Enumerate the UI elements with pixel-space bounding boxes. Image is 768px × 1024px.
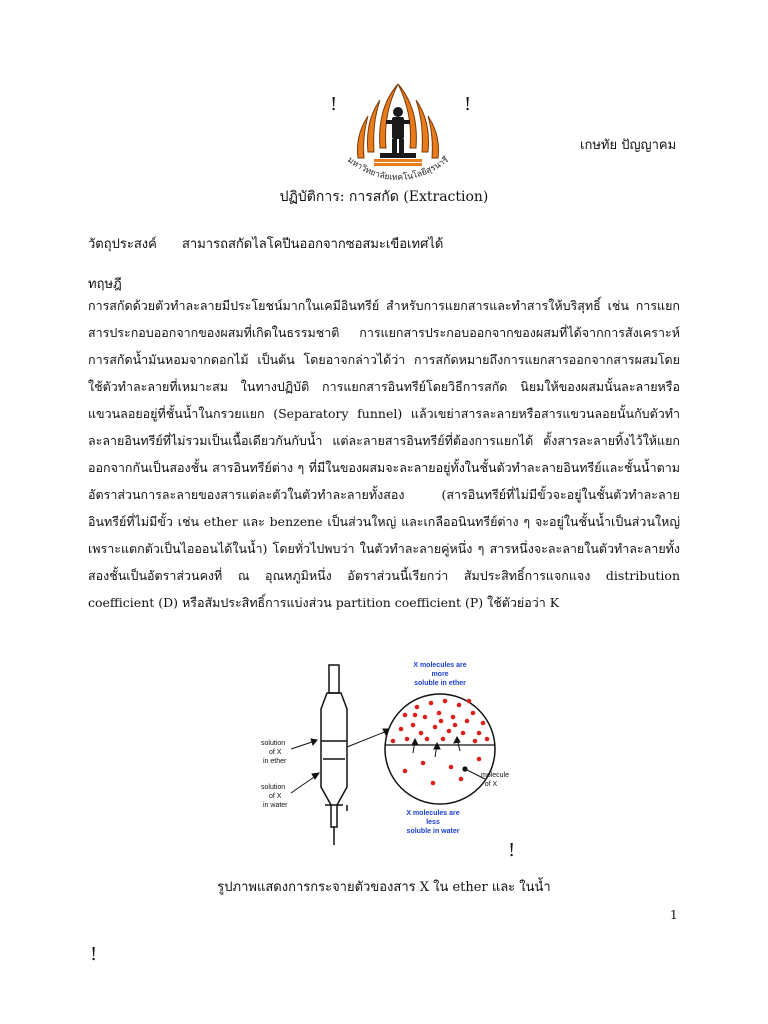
university-logo [328, 78, 468, 186]
molecule-dot [441, 737, 446, 742]
label-top-line-1: X molecules are [413, 662, 467, 669]
molecule-dot [447, 729, 452, 734]
molecule-dot [481, 721, 486, 726]
molecule-dot [415, 705, 420, 710]
label-top-line-2: more [431, 671, 449, 678]
molecule-dot [451, 715, 456, 720]
molecule-dot [403, 713, 408, 718]
molecule-dot [425, 737, 430, 742]
label-bottom-line-1: X molecules are [406, 810, 460, 817]
molecule-dot [405, 737, 410, 742]
molecule-dot [457, 703, 462, 708]
figure-mark: ! [508, 840, 516, 861]
extraction-figure [255, 655, 545, 855]
molecule-dot [431, 781, 436, 786]
molecule-dot [403, 769, 408, 774]
molecule-dot [437, 711, 442, 716]
molecule-dot [485, 737, 490, 742]
label-bottom-line-2: less [426, 819, 440, 826]
label-ether-layer-line-2: of X [269, 749, 282, 756]
molecule-dot [423, 715, 428, 720]
molecule-dot [429, 701, 434, 706]
molecule-dot [473, 739, 478, 744]
footer-mark: ! [90, 944, 98, 965]
molecule-dot [419, 731, 424, 736]
molecule-dot [421, 761, 426, 766]
molecule-dot [477, 757, 482, 762]
molecule-dot [477, 731, 482, 736]
author-name: เกษทัย ปัญญาคม [580, 138, 677, 153]
figure-caption: รูปภาพแสดงการกระจายตัวของสาร X ใน ether และ ในน้ำ [217, 880, 551, 895]
header-mark-right: ! [464, 94, 472, 115]
molecule-dot [465, 719, 470, 724]
label-molecule-line-1: molecule [480, 772, 510, 779]
page-number: 1 [670, 908, 678, 922]
label-bottom-line-3: soluble in water [406, 828, 460, 835]
molecule-dot [413, 713, 418, 718]
molecule-dot [433, 725, 438, 730]
molecule-dot [461, 731, 466, 736]
label-molecule-line-2: of X [484, 781, 498, 788]
molecule-dot [399, 727, 404, 732]
logo-text: มหาวิทยาลัยเทคโนโลยีสุรนารี [345, 155, 451, 184]
label-water-layer-line-2: of X [269, 793, 282, 800]
objective-text: สามารถสกัดไลโคปีนออกจากซอสมะเขือเทศได้ [182, 237, 444, 252]
label-water-layer-line-3: in water [263, 802, 288, 809]
molecule-dot [467, 699, 472, 704]
theory-heading: ทฤษฎี [88, 277, 122, 292]
molecule-dot [411, 723, 416, 728]
molecule-dot [391, 739, 396, 744]
molecule-dot [443, 699, 448, 704]
svg-text:มหาวิทยาลัยเทคโนโลยีสุรนารี [345, 154, 451, 183]
page-title: ปฏิบัติการ: การสกัด (Extraction) [279, 189, 489, 205]
objective-label: วัตถุประสงค์ [88, 237, 157, 252]
theory-paragraph: การสกัดด้วยตัวทำละลายมีประโยชน์มากในเคมีอินทรีย์ สำหรับการแยกสารและทำสารให้บริสุทธิ์ เช่น การแยกสารประกอบออกจากของผสมที่เกิดในธรรมชาติ การแยกสารประกอบออกจากของผสมที่ได้จากการสังเคราะห์ การสกัดน้ำมันหอมจากดอกไม้ เป็นต้น โดยอาจกล่าวได้ว่า การสกัดหมายถึงการแยกสารออกจากสารผสมโดยใช้ตัวทำละลายที่เหมาะสม ในทางปฏิบัติ การแยกสารอินทรีย์โดยวิธีการสกัด นิยมให้ของผสมนั้นละลายหรือแขวนลอยอยู่ที่ชั้นน้ำในกรวยแยก (Separatory funnel) แล้วเขย่าสารละลายหรือสารแขวนลอยนั้นกับตัวทำละลายอินทรีย์ที่ไม่รวมเป็นเนื้อเดียวกันกับน้ำ แต่ละลายสารอินทรีย์ที่ต้องการแยกได้ ตั้งสารละลายทิ้งไว้ให้แยกออกจากกันเป็นสองชั้น สารอินทรีย์ต่าง ๆ ที่มีในของผสมจะละลายอยู่ทั้งในชั้นตัวทำละลายอินทรีย์และชั้นน้ำตามอัตราส่วนการละลายของสารแต่ละตัวในตัวทำละลายทั้งสอง (สารอินทรีย์ที่ไม่มีขั้วจะอยู่ในชั้นตัวทำละลายอินทรีย์ที่ไม่มีขั้ว เช่น ether และ benzene เป็นส่วนใหญ่ และเกลืออนินทรีย์ต่าง ๆ จะอยู่ในชั้นน้ำเป็นส่วนใหญ่เพราะแตกตัวเป็นไอออนได้ในน้ำ) โดยทั่วไปพบว่า ในตัวทำละลายคู่หนึ่ง ๆ สารหนึ่งจะละลายในตัวทำละลายทั้งสองชั้นเป็นอัตราส่วนคงที่ ณ อุณหภูมิหนึ่ง อัตราส่วนนี้เรียกว่า สัมประสิทธิ์การแจกแจง distribution coefficient (D) หรือสัมประสิทธิ์การแบ่งส่วน partition coefficient (P) ใช้ตัวย่อว่า K [88, 298, 680, 610]
molecule-dot [453, 723, 458, 728]
molecule-dot [449, 765, 454, 770]
separatory-funnel [321, 665, 347, 845]
header-mark-left: ! [330, 94, 338, 115]
label-top-line-3: soluble in ether [414, 680, 466, 687]
molecule-dot [459, 777, 464, 782]
molecule-dot [439, 719, 444, 724]
molecule-dot [471, 711, 476, 716]
label-ether-layer-line-1: solution [261, 740, 286, 747]
label-ether-layer-line-3: in ether [263, 758, 287, 765]
label-water-layer-line-1: solution [261, 784, 286, 791]
